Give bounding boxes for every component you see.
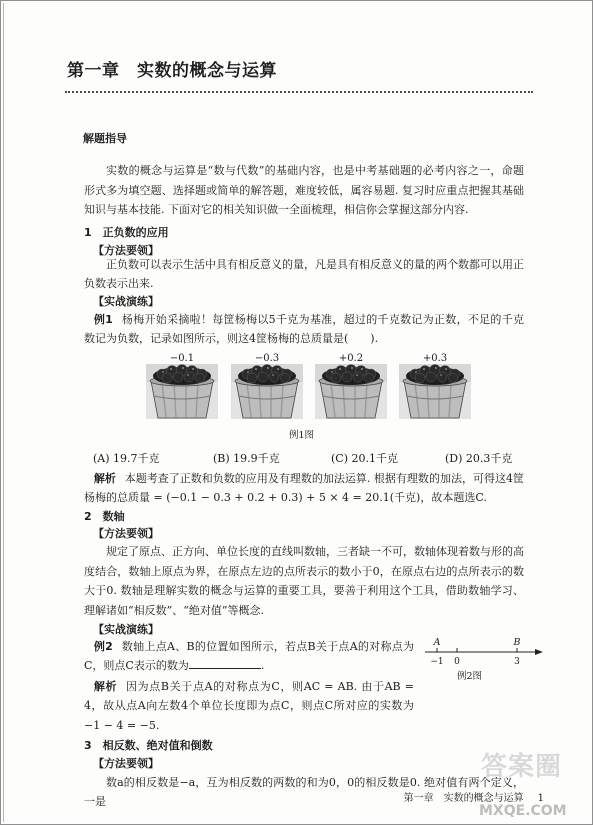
guide-heading: 解题指导	[83, 132, 127, 145]
watermark-site: MXQE.COM	[479, 803, 567, 819]
figure-caption: 例2图	[457, 671, 483, 682]
point-label: A	[433, 637, 441, 648]
basket-label: +0.3	[422, 353, 448, 364]
method-paragraph: 规定了原点、正方向、单位长度的直线叫数轴，三者缺一不可，数轴体现着数与形的高度结合，数轴上原点为界，在原点左边的点所表示的数小于0，在原点右边的点所表示的数大于0. 数轴是理解实数的概念与运算的重要工具，要善于利用这个工具，借助数轴学习、理解诸如“相反数”、“绝对值”等概念.	[84, 545, 524, 617]
arrow-right-icon	[535, 649, 543, 655]
method-label: 【方法要领】	[93, 757, 159, 770]
point-label: B	[513, 637, 521, 648]
analysis-label: 解析	[93, 471, 116, 485]
example-tail: .	[260, 659, 265, 672]
answer-option: (C) 20.1千克	[331, 452, 398, 465]
answer-blank	[189, 658, 261, 669]
method-label: 【方法要领】	[93, 527, 159, 540]
section-heading: 1 正负数的应用	[84, 226, 169, 239]
tick-label: 3	[514, 657, 520, 667]
title-divider	[65, 91, 533, 93]
example-text: 杨梅开始采摘啦！每筐杨梅以5千克为基准，超过的千克数记为正数，不足的千克数记为负数，记录如图所示，则这4筐杨梅的总质量是( ).	[84, 312, 525, 345]
page-number: 1	[537, 793, 544, 804]
figure-caption: 例1图	[289, 430, 315, 441]
basket-photo	[399, 364, 471, 419]
basket-photo	[315, 364, 387, 419]
intro-paragraph: 实数的概念与运算是“数与代数”的基础内容，也是中考基础题的必考内容之一，命题形式多为填空题、选择题或简单的解答题，难度较低，属容易题. 复习时应重点把握其基础知识与基本技能. 下面对它的相关知识做一全面梳理，相信你会掌握这部分内容.	[84, 164, 524, 216]
tick-label: −1	[430, 657, 444, 667]
analysis-1	[84, 469, 524, 508]
practice-label: 【实战演练】	[93, 295, 159, 308]
example-2	[84, 637, 414, 676]
method-label: 【方法要领】	[93, 244, 159, 257]
analysis-text: 本题考查了正数和负数的应用及有理数的加法运算. 根据有理数的加法，可得这4筐杨梅的总质量 = (−0.1 − 0.3 + 0.2 + 0.3) + 5 × 4 = 20.1(千克)，故本题选C.	[84, 471, 525, 504]
section-heading: 2 数轴	[84, 510, 125, 523]
example-label: 例1	[93, 312, 113, 326]
basket-label: +0.2	[338, 353, 364, 364]
footer-title: 第一章 实数的概念与运算	[403, 793, 524, 804]
basket-photo	[146, 364, 218, 419]
number-line-figure	[421, 631, 546, 671]
example-text: 数轴上点A、B的位置如图所示，若点B关于点A的对称点为C，则点C表示的数为	[84, 639, 415, 672]
method-paragraph: 数a的相反数是−a，互为相反数的两数的和为0，0的相反数是0. 绝对值有两个定义，一是	[84, 775, 524, 808]
example-label: 例2	[93, 639, 113, 653]
example-1	[84, 310, 524, 349]
section-heading: 3 相反数、绝对值和倒数	[84, 739, 213, 752]
analysis-label: 解析	[93, 679, 118, 693]
basket-figure	[131, 346, 491, 426]
answer-option: (D) 20.3千克	[445, 452, 513, 465]
practice-label: 【实战演练】	[93, 623, 159, 636]
basket-label: −0.3	[254, 353, 280, 364]
answer-option: (A) 19.7千克	[93, 452, 160, 465]
tick-label: 0	[454, 657, 460, 667]
watermark-logo: 答案圈	[481, 752, 563, 782]
basket-photo	[231, 364, 303, 419]
chapter-title: 第一章 实数的概念与运算	[67, 61, 277, 81]
method-paragraph: 正负数可以表示生活中具有相反意义的量，凡是具有相反意义的量的两个数都可以用正负数表示出来.	[84, 257, 524, 290]
analysis-2	[84, 677, 414, 736]
analysis-text: 因为点B关于点A的对称点为C，则AC = AB. 由于AB = 4，故从点A向左数4个单位长度即为点C，则点C所对应的实数为 −1 − 4 = −5.	[84, 679, 414, 732]
basket-label: −0.1	[169, 353, 195, 364]
answer-option: (B) 19.9千克	[213, 452, 280, 465]
